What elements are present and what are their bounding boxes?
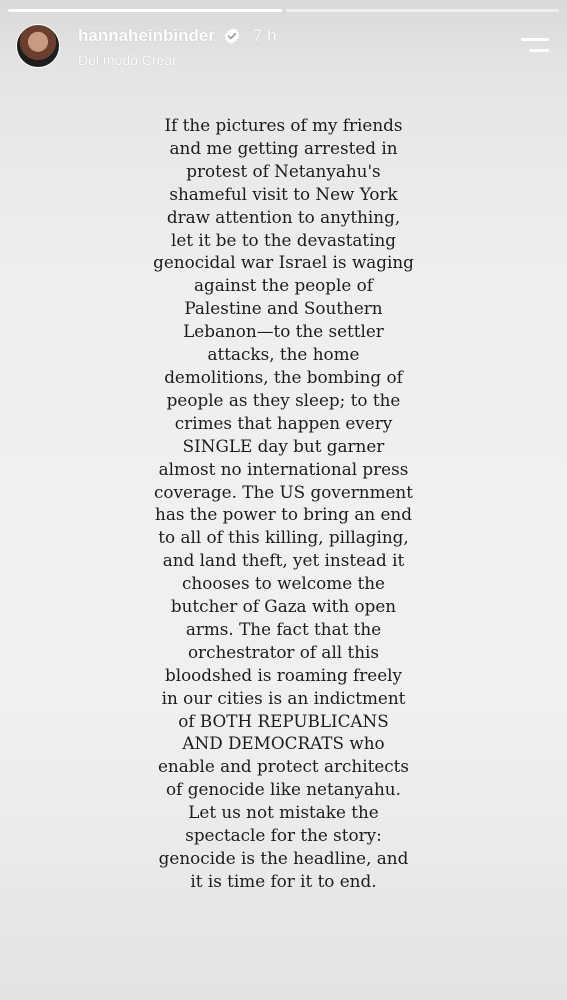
story-header [16, 24, 551, 72]
story-text-line: against the people of [194, 275, 373, 296]
menu-line [521, 38, 549, 41]
story-text-line: and me getting arrested in [169, 137, 398, 158]
story-text-line: genocidal war Israel is waging [153, 252, 414, 273]
story-text-line: Let us not mistake the [188, 802, 379, 823]
story-text-line: demolitions, the bombing of [164, 366, 403, 387]
story-text-line: coverage. The US government [153, 481, 413, 502]
menu-line [529, 49, 549, 52]
story-progress-bar [8, 9, 559, 12]
story-text-line: and land theft, yet instead it [162, 550, 405, 571]
story-text-line: has the power to bring an end [155, 504, 412, 525]
story-text-line: Lebanon—to the settler [183, 321, 384, 342]
story-text-line: to all of this killing, pillaging, [158, 527, 409, 548]
story-text-line: bloodshed is roaming freely [164, 664, 403, 685]
story-text-line: draw attention to anything, [166, 206, 401, 227]
story-text-line: of BOTH REPUBLICANS [178, 710, 389, 731]
story-text-line: shameful visit to New York [169, 183, 398, 204]
verified-badge-icon [223, 27, 241, 45]
story-text-line: crimes that happen every [174, 412, 393, 433]
progress-segment-2 [286, 9, 560, 12]
story-text-line: AND DEMOCRATS who [182, 733, 385, 754]
story-text-line: let it be to the devastating [170, 229, 396, 250]
story-text-line: If the pictures of my friends [164, 115, 403, 135]
story-text-line: it is time for it to end. [190, 870, 377, 891]
username[interactable]: hannaheinbinder [78, 26, 215, 45]
story-text-line: orchestrator of all this [187, 641, 380, 662]
story-text-line: attacks, the home [207, 344, 360, 365]
story-text-line: chooses to welcome the [182, 573, 385, 594]
post-time: 7 h [252, 26, 277, 45]
story-text-line: in our cities is an indictment [161, 687, 406, 708]
story-text-line: enable and protect architects [157, 756, 410, 777]
story-text-line: arms. The fact that the [185, 618, 382, 639]
story-text-line: butcher of Gaza with open [170, 596, 397, 617]
avatar[interactable] [16, 24, 60, 68]
story-text-line: SINGLE day but garner [182, 435, 385, 456]
menu-icon[interactable] [521, 36, 549, 56]
story-text-line: protest of Netanyahu's [186, 160, 381, 181]
story-text-line: Palestine and Southern [184, 298, 383, 319]
user-row [78, 26, 277, 46]
story-text [138, 114, 429, 893]
story-text-line: almost no international press [158, 458, 409, 479]
progress-segment-1 [8, 9, 282, 12]
create-mode-label[interactable]: Del modo Crear [78, 52, 177, 68]
story-text-line: spectacle for the story: [185, 825, 382, 846]
progress-fill-1 [8, 9, 282, 12]
story-text-line: genocide is the headline, and [158, 848, 409, 868]
story-text-line: of genocide like netanyahu. [166, 779, 401, 800]
story-text-line: people as they sleep; to the [166, 389, 401, 410]
